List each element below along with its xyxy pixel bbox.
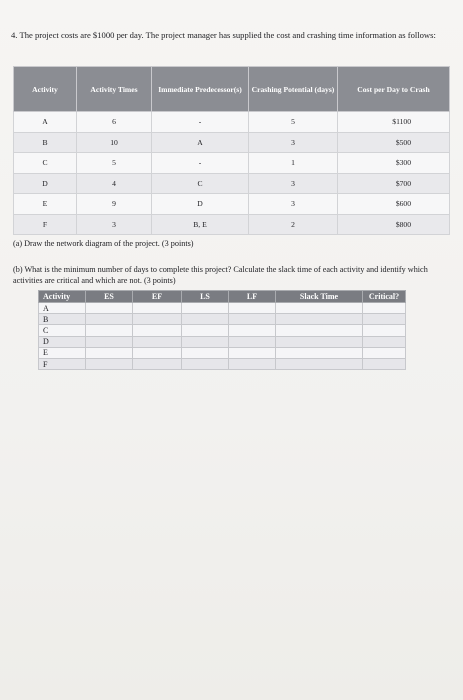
cell-activity: A <box>14 112 77 133</box>
cell-predecessor: A <box>152 132 249 153</box>
cell-slack-time[interactable] <box>276 314 363 325</box>
cell-critical[interactable] <box>363 347 406 358</box>
cell-es[interactable] <box>86 347 133 358</box>
cell-critical[interactable] <box>363 358 406 369</box>
cell-activity: B <box>14 132 77 153</box>
cell-ls[interactable] <box>182 358 229 369</box>
cell-crash-potential: 2 <box>249 214 338 235</box>
cell-ls[interactable] <box>182 325 229 336</box>
cell-lf[interactable] <box>229 358 276 369</box>
cell-es[interactable] <box>86 325 133 336</box>
table-header-row <box>14 67 450 112</box>
cell-ef[interactable] <box>133 314 182 325</box>
cell-activity: E <box>14 194 77 215</box>
header-activity-times: Activity Times <box>77 67 152 112</box>
cell-critical[interactable] <box>363 325 406 336</box>
cell-crash-cost: $600 <box>338 194 450 215</box>
cell-ls[interactable] <box>182 303 229 314</box>
cell-ef[interactable] <box>133 347 182 358</box>
question-intro: 4. The project costs are $1000 per day. The project manager has supplied the cost and crashing time information as follows: <box>11 30 436 40</box>
part-b-question: (b) What is the minimum number of days to complete this project? Calculate the slack time of each activity and identify which activities are critical and which are not. (3 points) <box>13 265 428 285</box>
header-activity: Activity <box>14 67 77 112</box>
part-a-question: (a) Draw the network diagram of the project. (3 points) <box>13 239 194 248</box>
cell-es[interactable] <box>86 358 133 369</box>
crashing-data-table <box>13 66 450 235</box>
cell-ls[interactable] <box>182 336 229 347</box>
cell-slack-time[interactable] <box>276 303 363 314</box>
table-row <box>14 194 450 215</box>
cell-crash-potential: 3 <box>249 194 338 215</box>
table-row <box>39 303 406 314</box>
cell-critical[interactable] <box>363 314 406 325</box>
cell-es[interactable] <box>86 314 133 325</box>
header-lf: LF <box>229 291 276 303</box>
cell-activity: D <box>39 336 86 347</box>
cell-es[interactable] <box>86 336 133 347</box>
cell-crash-cost: $300 <box>338 153 450 174</box>
cell-ef[interactable] <box>133 358 182 369</box>
table-row <box>14 112 450 133</box>
cell-crash-cost: $1100 <box>338 112 450 133</box>
cell-time: 5 <box>77 153 152 174</box>
cell-time: 10 <box>77 132 152 153</box>
cell-predecessor: B, E <box>152 214 249 235</box>
cell-ls[interactable] <box>182 347 229 358</box>
table-row <box>39 358 406 369</box>
cell-critical[interactable] <box>363 336 406 347</box>
cell-lf[interactable] <box>229 303 276 314</box>
header-immediate-predecessors: Immediate Predecessor(s) <box>152 67 249 112</box>
cell-crash-potential: 5 <box>249 112 338 133</box>
header-cost-per-day-to-crash: Cost per Day to Crash <box>338 67 450 112</box>
cell-activity: C <box>39 325 86 336</box>
table-header-row <box>39 291 406 303</box>
cell-crash-cost: $500 <box>338 132 450 153</box>
cell-time: 4 <box>77 173 152 194</box>
cell-ef[interactable] <box>133 303 182 314</box>
table-row <box>39 325 406 336</box>
table-row <box>14 153 450 174</box>
cell-activity: C <box>14 153 77 174</box>
cell-predecessor: C <box>152 173 249 194</box>
cell-slack-time[interactable] <box>276 325 363 336</box>
cell-slack-time[interactable] <box>276 336 363 347</box>
header-ef: EF <box>133 291 182 303</box>
cell-ef[interactable] <box>133 336 182 347</box>
cell-time: 3 <box>77 214 152 235</box>
header-ls: LS <box>182 291 229 303</box>
cell-activity: F <box>14 214 77 235</box>
slack-time-table <box>38 290 406 370</box>
header-critical: Critical? <box>363 291 406 303</box>
cell-lf[interactable] <box>229 347 276 358</box>
cell-lf[interactable] <box>229 336 276 347</box>
header-crashing-potential: Crashing Potential (days) <box>249 67 338 112</box>
table-row <box>39 347 406 358</box>
header-activity: Activity <box>39 291 86 303</box>
cell-predecessor: D <box>152 194 249 215</box>
table-row <box>14 132 450 153</box>
cell-es[interactable] <box>86 303 133 314</box>
header-slack-time: Slack Time <box>276 291 363 303</box>
cell-crash-potential: 3 <box>249 132 338 153</box>
header-es: ES <box>86 291 133 303</box>
cell-time: 6 <box>77 112 152 133</box>
cell-predecessor: - <box>152 153 249 174</box>
cell-activity: E <box>39 347 86 358</box>
cell-activity: D <box>14 173 77 194</box>
cell-ls[interactable] <box>182 314 229 325</box>
cell-crash-cost: $700 <box>338 173 450 194</box>
table-row <box>39 336 406 347</box>
cell-ef[interactable] <box>133 325 182 336</box>
cell-slack-time[interactable] <box>276 358 363 369</box>
cell-crash-potential: 3 <box>249 173 338 194</box>
cell-activity: A <box>39 303 86 314</box>
cell-activity: F <box>39 358 86 369</box>
table-row <box>14 214 450 235</box>
cell-time: 9 <box>77 194 152 215</box>
cell-predecessor: - <box>152 112 249 133</box>
cell-activity: B <box>39 314 86 325</box>
cell-critical[interactable] <box>363 303 406 314</box>
cell-crash-cost: $800 <box>338 214 450 235</box>
table-row <box>14 173 450 194</box>
table-row <box>39 314 406 325</box>
cell-slack-time[interactable] <box>276 347 363 358</box>
cell-crash-potential: 1 <box>249 153 338 174</box>
cell-lf[interactable] <box>229 325 276 336</box>
cell-lf[interactable] <box>229 314 276 325</box>
